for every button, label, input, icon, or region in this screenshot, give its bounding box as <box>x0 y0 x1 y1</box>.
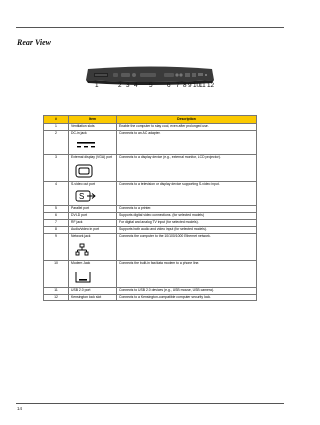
row-number: 6 <box>44 213 69 220</box>
column-header-item: Item <box>69 116 117 124</box>
s-video-icon <box>75 190 114 204</box>
table-row <box>44 220 257 227</box>
row-description: Connects to a Kensington-compatible computer security lock. <box>117 294 257 301</box>
row-item-cell <box>69 233 117 260</box>
row-item-label: DC-in jack <box>71 130 87 135</box>
callout-label: 7 <box>176 82 180 89</box>
table-row <box>44 260 257 287</box>
row-item-label: S-video out port <box>71 181 95 186</box>
dc-in-icon <box>75 140 114 153</box>
row-description: For digital and analog TV input (for selected models). <box>117 220 257 227</box>
row-item-label: USB 2.0 port <box>71 287 91 292</box>
table-row <box>44 233 257 260</box>
row-description: Supports digital video connections. (for selected models) <box>117 213 257 220</box>
callout-label: 8 <box>183 82 187 89</box>
row-item-cell <box>69 294 117 301</box>
svg-text:S: S <box>79 192 85 202</box>
row-description: Enable the computer to stay cool, even after prolonged use. <box>117 124 257 131</box>
row-item-label: RF jack <box>71 220 83 225</box>
table-row <box>44 227 257 234</box>
row-number: 11 <box>44 287 69 294</box>
modem-icon <box>75 270 114 286</box>
row-description: Connects the built-in fax/data modem to a phone line. <box>117 260 257 287</box>
row-number: 1 <box>44 124 69 131</box>
callout-label: 3 <box>126 82 130 89</box>
table-row <box>44 287 257 294</box>
page-title: Rear View <box>17 38 52 47</box>
callout-label: 6 <box>167 82 171 89</box>
row-item-label: Kensington lock slot <box>71 294 102 299</box>
table-header-row <box>44 116 257 124</box>
row-number: 2 <box>44 130 69 154</box>
row-number: 8 <box>44 227 69 234</box>
row-item-cell <box>69 206 117 213</box>
illustration-callouts <box>0 82 300 92</box>
row-item-label: Ventilation slots <box>71 124 95 128</box>
row-item-label: External display (VGA) port <box>71 154 113 159</box>
top-rule <box>16 27 284 28</box>
row-item-cell <box>69 181 117 206</box>
row-item-label: Audio/video in port <box>71 227 100 232</box>
column-header-description: Description <box>117 116 257 124</box>
network-icon <box>75 243 114 259</box>
row-description: Connects to an AC adapter. <box>117 130 257 154</box>
row-number: 12 <box>44 294 69 301</box>
row-number: 3 <box>44 154 69 181</box>
page-number: 14 <box>17 406 23 411</box>
row-description: Connects to a display device (e.g., external monitor, LCD projector). <box>117 154 257 181</box>
table-row <box>44 206 257 213</box>
callout-label: 11 <box>199 82 206 89</box>
table-row <box>44 213 257 220</box>
row-description: Connects to a television or display device supporting S-video input. <box>117 181 257 206</box>
table-body <box>44 124 257 301</box>
row-item-label: Network jack <box>71 233 91 238</box>
row-item-cell <box>69 260 117 287</box>
row-item-cell <box>69 124 117 131</box>
row-item-label: Modem Jack <box>71 260 91 265</box>
bottom-rule <box>16 403 284 404</box>
row-item-cell <box>69 130 117 154</box>
callout-label: 2 <box>118 82 122 89</box>
row-item-cell <box>69 213 117 220</box>
row-number: 9 <box>44 233 69 260</box>
row-description: Connects to a printer. <box>117 206 257 213</box>
table-row <box>44 124 257 131</box>
row-item-cell <box>69 227 117 234</box>
row-item-label: Parallel port <box>71 206 90 211</box>
table-row <box>44 181 257 206</box>
callout-label: 10 <box>193 82 201 89</box>
row-item-label: DVI-D port <box>71 213 88 218</box>
row-description: Connects to USB 2.0 devices (e.g., USB mouse, USB camera). <box>117 287 257 294</box>
rear-view-spec-table <box>43 115 257 301</box>
row-number: 5 <box>44 206 69 213</box>
callout-label: 4 <box>134 82 138 89</box>
vga-port-icon <box>75 164 114 180</box>
row-description: Supports both audio and video input (for selected models). <box>117 227 257 234</box>
callout-label: 5 <box>149 82 153 89</box>
row-item-cell <box>69 220 117 227</box>
table-row <box>44 130 257 154</box>
row-number: 7 <box>44 220 69 227</box>
row-item-cell <box>69 154 117 181</box>
table-row <box>44 294 257 301</box>
column-header-number: # <box>44 116 69 124</box>
row-number: 4 <box>44 181 69 206</box>
callout-label: 1 <box>95 82 99 89</box>
row-number: 10 <box>44 260 69 287</box>
callout-label: 9 <box>188 82 192 89</box>
callout-label: 12 <box>207 82 215 89</box>
row-description: Connects the computer to the 10/100/1000 Ethernet network. <box>117 233 257 260</box>
row-item-cell <box>69 287 117 294</box>
table-row <box>44 154 257 181</box>
